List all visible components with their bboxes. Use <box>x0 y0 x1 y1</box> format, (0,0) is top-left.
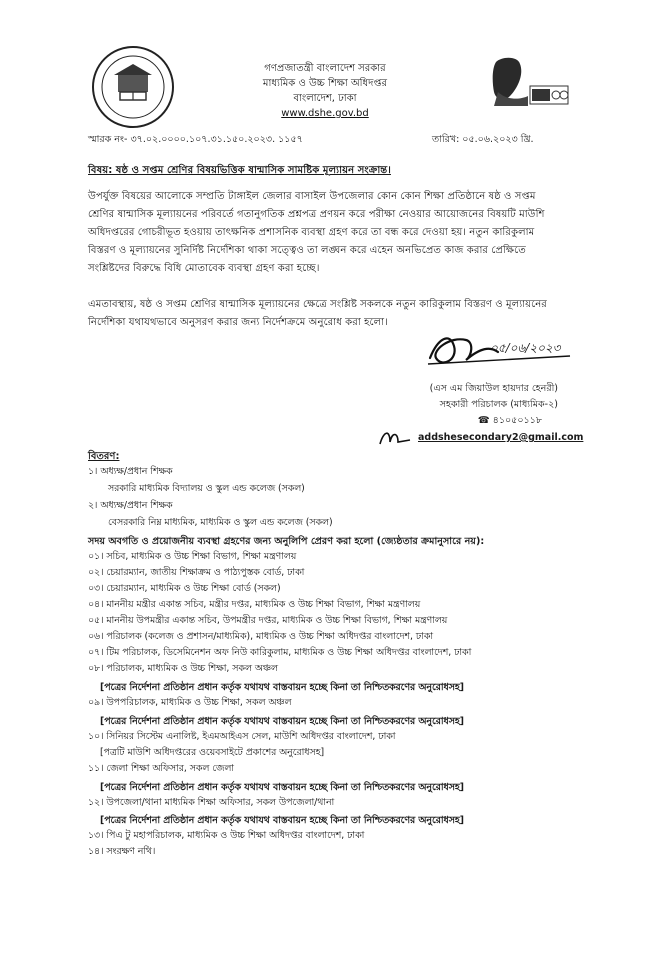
distribution-item-detail: সরকারি মাধ্যমিক বিদ্যালয় ও স্কুল এন্ড কলেজ (সকল) <box>108 483 305 494</box>
copy-item: ১২। উপজেলা/থানা মাধ্যমিক শিক্ষা অফিসার, সকল উপজেলা/থানা <box>88 797 335 808</box>
header-department: মাধ্যমিক ও উচ্চ শিক্ষা অধিদপ্তর <box>262 78 388 89</box>
body-paragraph-1 <box>88 188 568 278</box>
memo-date: তারিখ: ০৫.০৬.২০২৩ খ্রি. <box>432 134 534 145</box>
copy-item: ১৪। সংরক্ষণ নথি। <box>88 846 156 857</box>
distribution-item <box>88 466 173 478</box>
copy-item: ০৩। চেয়ারম্যান, মাধ্যমিক ও উচ্চ শিক্ষা বোর্ড (সকল) <box>88 583 281 594</box>
header-location: বাংলাদেশ, ঢাকা <box>293 93 357 104</box>
distribution-title: বিতরণ: <box>88 451 120 462</box>
signatory-name: (এস এম জিয়াউল হায়দার হেনরী) <box>429 383 558 394</box>
copy-item: ১০। সিনিয়র সিস্টেম এনালিষ্ট, ইএমআইএস সেল, মাউশি অধিদপ্তর বাংলাদেশ, ঢাকা <box>88 731 396 742</box>
copy-item: ০৮। পরিচালক, মাধ্যমিক ও উচ্চ শিক্ষা, সকল অঞ্চল <box>88 663 278 674</box>
memo-number: স্মারক নং- ৩৭.০২.০০০০.১০৭.৩১.১৫০.২০২৩. ১১৫৭ <box>88 134 303 145</box>
distribution-item-role: অধ্যক্ষ/প্রধান শিক্ষক <box>100 500 173 511</box>
copy-item: ১৩। পিএ টু মহাপরিচালক, মাধ্যমিক ও উচ্চ শিক্ষা অধিদপ্তর বাংলাদেশ, ঢাকা <box>88 830 365 841</box>
paragraph-line: বিস্তরণ ও মূল্যায়নের সুনির্দিষ্ট নির্দেশিকা থাকা সত্ত্বেও তা লঙ্ঘন করে এহেন অনভিপ্রেত কাজ করার প্রেক্ষিতে <box>88 245 526 256</box>
signatory-designation: সহকারী পরিচালক (মাধ্যমিক-২) <box>439 399 558 410</box>
paragraph-line: অধিদপ্তরের গোচরীভূত হওয়ায় তাৎক্ষনিক প্রশাসনিক ব্যবস্থা গ্রহণ করে তা বন্ধ করে দেওয়া হয়। নতুন কারিকুলাম <box>88 227 535 238</box>
copy-item: ০৭। টিম পরিচালক, ডিসেমিনেশন অফ নিউ কারিকুলাম, মাধ্যমিক ও উচ্চ শিক্ষা অধিদপ্তর বাংলাদেশ, ঢাকা <box>88 647 472 658</box>
paragraph-line: নির্দেশিকা যথাযথভাবে অনুসরণ করার জন্য নির্দেশক্রমে অনুরোধ করা হলো। <box>88 317 388 328</box>
copy-item: ০৯। উপপরিচালক, মাধ্যমিক ও উচ্চ শিক্ষা, সকল অঞ্চল <box>88 697 292 708</box>
signatory-phone: ☎ ৪১০৫০১১৮ <box>477 415 542 426</box>
distribution-item-number: ১। <box>88 466 98 477</box>
copy-item: ০৪। মাননীয় মন্ত্রীর একান্ত সচিব, মন্ত্রীর দপ্তর, মাধ্যমিক ও উচ্চ শিক্ষা বিভাগ, শিক্ষা মন্ত্রণালয় <box>88 599 421 610</box>
paragraph-line: এমতাবস্থায়, ষষ্ঠ ও সপ্তম শ্রেণির ষান্মাসিক মূল্যায়নের ক্ষেত্রে সংশ্লিষ্ট সকলকে নতুন কারিকুলাম বিস্তরণ ও মূল্যায়নের <box>88 299 547 310</box>
paragraph-line: উপর্যুক্ত বিষয়ের আলোকে সম্প্রতি টাঙ্গাইল জেলার বাসাইল উপজেলার কোন কোন শিক্ষা প্রতিষ্ঠানে ষষ্ঠ ও সপ্তম <box>88 191 536 202</box>
signatory-email-link[interactable]: addshesecondary2@gmail.com <box>418 432 584 443</box>
distribution-item <box>88 500 173 512</box>
paragraph-line: সংশ্লিষ্টদের বিরুদ্ধে বিধি মোতাবেক ব্যবস্থা গ্রহণ করা হচ্ছে। <box>88 263 320 274</box>
copy-list-title: সদয় অবগতি ও প্রয়োজনীয় ব্যবস্থা গ্রহণের জন্য অনুলিপি প্রেরণ করা হলো (জ্যেষ্ঠতার ক্রমানুসারে নয়): <box>88 536 485 547</box>
signature-date: ০৫/০৬/২০২৩ <box>490 341 561 355</box>
copy-item-note: [পত্রটি মাউশি অধিদপ্তরের ওয়েবসাইটে প্রকাশের অনুরোধসহ] <box>100 747 325 758</box>
distribution-item-role: অধ্যক্ষ/প্রধান শিক্ষক <box>100 466 173 477</box>
initial-scribble <box>376 424 416 452</box>
copy-item: ০৫। মাননীয় উপমন্ত্রীর একান্ত সচিব, উপমন্ত্রীর দপ্তর, মাধ্যমিক ও উচ্চ শিক্ষা বিভাগ, শিক্ষা মন্ত্রণালয় <box>88 615 448 626</box>
distribution-item-number: ২। <box>88 500 98 511</box>
copy-item: ০৬। পরিচালক (কলেজ ও প্রশাসন/মাধ্যমিক), মাধ্যমিক ও উচ্চ শিক্ষা অধিদপ্তর বাংলাদেশ, ঢাকা <box>88 631 434 642</box>
copy-item-note: [পত্রের নির্দেশনা প্রতিষ্ঠান প্রধান কর্তৃক যথাযথ বাস্তবায়ন হচ্ছে কিনা তা নিশ্চিতকরণের অনুরোধসহ] <box>100 815 465 826</box>
header-website-link[interactable]: www.dshe.gov.bd <box>281 108 369 119</box>
copy-item-note: [পত্রের নির্দেশনা প্রতিষ্ঠান প্রধান কর্তৃক যথাযথ বাস্তবায়ন হচ্ছে কিনা তা নিশ্চিতকরণের অনুরোধসহ] <box>100 682 465 693</box>
subject-line: বিষয়: ষষ্ঠ ও সপ্তম শ্রেণির বিষয়ভিত্তিক ষান্মাসিক সামষ্টিক মূল্যায়ন সংক্রান্ত। <box>88 165 391 176</box>
copy-item: ১১। জেলা শিক্ষা অফিসার, সকল জেলা <box>88 763 234 774</box>
distribution-item-detail: বেসরকারি নিম্ন মাধ্যমিক, মাধ্যমিক ও স্কুল এন্ড কলেজ (সকল) <box>108 517 333 528</box>
paragraph-line: শ্রেণির ষান্মাসিক মূল্যায়নের পরিবর্তে গতানুগতিক প্রশ্নপত্র প্রণয়ন করে পরীক্ষা নেওয়ার আয়োজনের বিষয়টি মাউশি <box>88 209 545 220</box>
copy-item-note: [পত্রের নির্দেশনা প্রতিষ্ঠান প্রধান কর্তৃক যথাযথ বাস্তবায়ন হচ্ছে কিনা তা নিশ্চিতকরণের অনুরোধসহ] <box>100 716 465 727</box>
copy-item: ০১। সচিব, মাধ্যমিক ও উচ্চ শিক্ষা বিভাগ, শিক্ষা মন্ত্রণালয় <box>88 551 297 562</box>
copy-item: ০২। চেয়ারম্যান, জাতীয় শিক্ষাক্রম ও পাঠ্যপুস্তক বোর্ড, ঢাকা <box>88 567 305 578</box>
copy-item-note: [পত্রের নির্দেশনা প্রতিষ্ঠান প্রধান কর্তৃক যথাযথ বাস্তবায়ন হচ্ছে কিনা তা নিশ্চিতকরণের অনুরোধসহ] <box>100 782 465 793</box>
header-government: গণপ্রজাতন্ত্রী বাংলাদেশ সরকার <box>264 63 386 74</box>
